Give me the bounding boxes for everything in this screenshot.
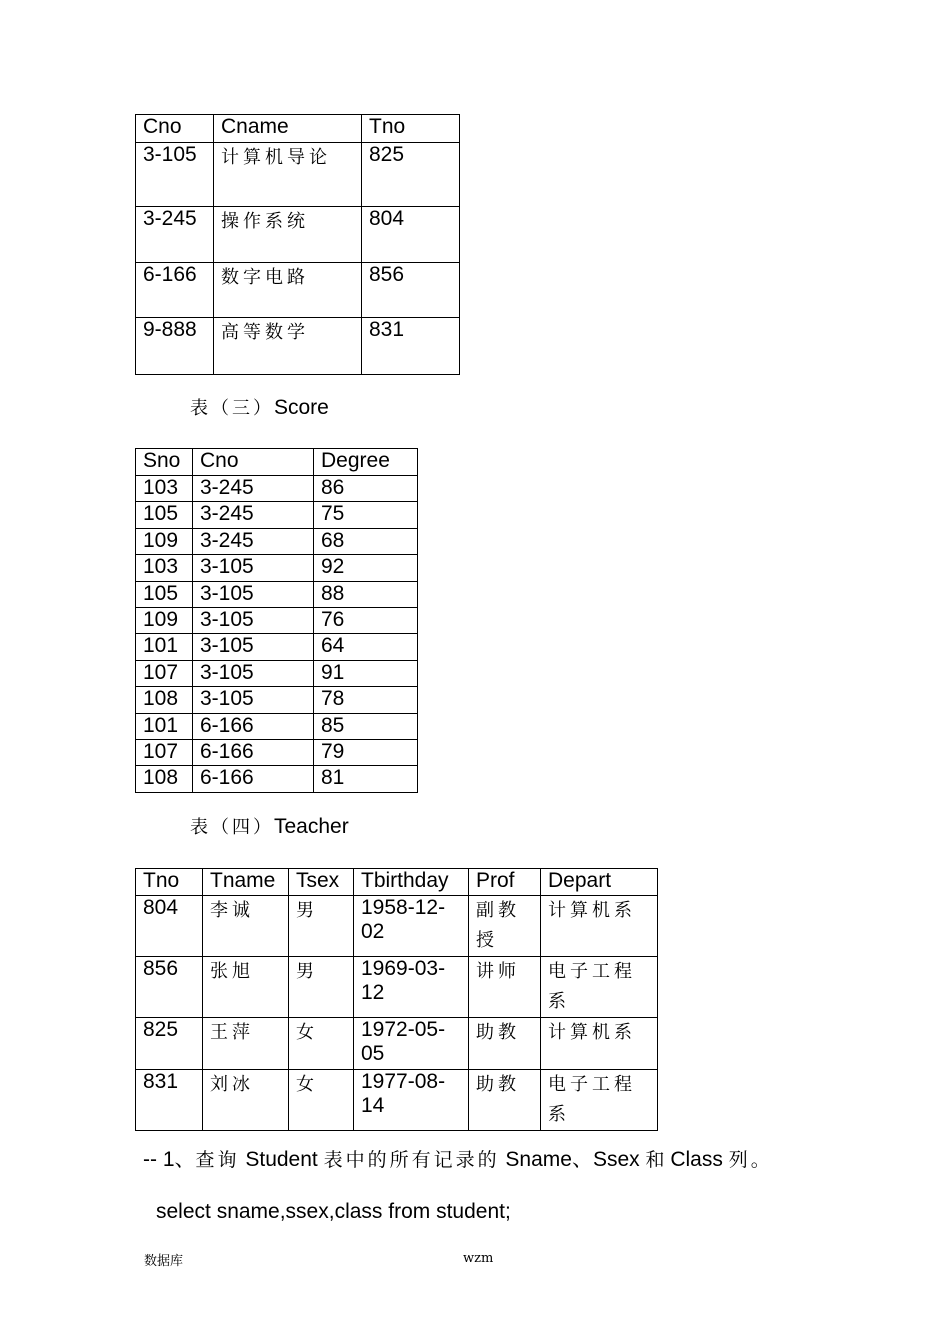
table-row — [136, 766, 418, 792]
table-row — [136, 1070, 658, 1131]
cell-tsex: 女 — [289, 1070, 354, 1131]
header-tsex: Tsex — [289, 869, 354, 896]
cell-degree: 92 — [314, 555, 418, 581]
score-table — [135, 448, 418, 793]
cell-depart: 电子工程系 — [541, 957, 658, 1018]
cell-sno: 108 — [136, 687, 193, 713]
cell-sno: 107 — [136, 660, 193, 686]
cell-tname: 张旭 — [203, 957, 289, 1018]
question-part: 和 — [645, 1149, 665, 1171]
cell-cno: 3-245 — [136, 207, 214, 263]
cell-cno: 6-166 — [193, 739, 314, 765]
cell-tname: 李诚 — [203, 896, 289, 957]
table-row — [136, 957, 658, 1018]
cell-prof: 副教授 — [469, 896, 541, 957]
table-row — [136, 263, 460, 318]
table-row — [136, 528, 418, 554]
table-row — [136, 713, 418, 739]
table-header-row — [136, 449, 418, 476]
question-part: Student — [239, 1148, 324, 1171]
cell-prof: 讲师 — [469, 957, 541, 1018]
cell-cno: 3-105 — [193, 687, 314, 713]
footer-left: 数据库 — [144, 1254, 184, 1269]
header-sno: Sno — [136, 449, 193, 476]
table-row — [136, 555, 418, 581]
cell-sno: 109 — [136, 528, 193, 554]
cell-cname: 高等数学 — [214, 318, 362, 375]
cell-tno: 804 — [136, 896, 203, 957]
table-row — [136, 207, 460, 263]
teacher-caption — [190, 813, 349, 842]
question-part: -- 1、 — [143, 1148, 196, 1171]
cell-degree: 88 — [314, 581, 418, 607]
course-table — [135, 114, 460, 375]
cell-depart: 计算机系 — [541, 1018, 658, 1070]
cell-tname: 刘冰 — [203, 1070, 289, 1131]
table-row — [136, 660, 418, 686]
cell-tno: 831 — [136, 1070, 203, 1131]
cell-tno: 825 — [136, 1018, 203, 1070]
cell-cno: 6-166 — [136, 263, 214, 318]
cell-degree: 75 — [314, 502, 418, 528]
cell-sno: 103 — [136, 476, 193, 502]
question-1 — [143, 1146, 773, 1174]
table-row — [136, 581, 418, 607]
cell-tname: 王萍 — [203, 1018, 289, 1070]
cell-tno: 856 — [362, 263, 460, 318]
header-degree: Degree — [314, 449, 418, 476]
cell-sno: 105 — [136, 581, 193, 607]
table-row — [136, 318, 460, 375]
score-caption-prefix: 表（三） — [190, 398, 274, 419]
header-tbirthday: Tbirthday — [354, 869, 469, 896]
cell-cno: 3-245 — [193, 502, 314, 528]
table-row — [136, 607, 418, 633]
question-part: Sname、Ssex — [499, 1148, 646, 1171]
cell-tbirthday: 1972-05-05 — [354, 1018, 469, 1070]
cell-tno: 831 — [362, 318, 460, 375]
cell-degree: 86 — [314, 476, 418, 502]
cell-depart: 电子工程系 — [541, 1070, 658, 1131]
cell-degree: 91 — [314, 660, 418, 686]
score-caption-name: Score — [274, 396, 329, 419]
cell-cno: 3-245 — [193, 528, 314, 554]
cell-cno: 3-245 — [193, 476, 314, 502]
question-part: 表中的所有记录的 — [323, 1149, 500, 1171]
table-row — [136, 1018, 658, 1070]
cell-cno: 3-105 — [193, 660, 314, 686]
cell-sno: 105 — [136, 502, 193, 528]
cell-degree: 78 — [314, 687, 418, 713]
cell-sno: 103 — [136, 555, 193, 581]
cell-degree: 79 — [314, 739, 418, 765]
cell-tno: 804 — [362, 207, 460, 263]
header-prof: Prof — [469, 869, 541, 896]
cell-tsex: 男 — [289, 957, 354, 1018]
cell-cname: 数字电路 — [214, 263, 362, 318]
cell-sno: 109 — [136, 607, 193, 633]
cell-cno: 3-105 — [193, 581, 314, 607]
cell-degree: 64 — [314, 634, 418, 660]
question-part: Class — [664, 1148, 729, 1171]
table-row — [136, 687, 418, 713]
cell-tbirthday: 1977-08-14 — [354, 1070, 469, 1131]
cell-tsex: 女 — [289, 1018, 354, 1070]
cell-degree: 81 — [314, 766, 418, 792]
cell-sno: 101 — [136, 713, 193, 739]
cell-cno: 3-105 — [193, 555, 314, 581]
cell-degree: 68 — [314, 528, 418, 554]
table-row — [136, 476, 418, 502]
header-tno: Tno — [136, 869, 203, 896]
score-caption — [190, 394, 329, 423]
cell-cno: 3-105 — [136, 143, 214, 207]
cell-degree: 85 — [314, 713, 418, 739]
cell-tno: 856 — [136, 957, 203, 1018]
teacher-table — [135, 868, 658, 1131]
footer-center: wzm — [463, 1251, 494, 1266]
cell-prof: 助教 — [469, 1018, 541, 1070]
cell-cname: 操作系统 — [214, 207, 362, 263]
cell-prof: 助教 — [469, 1070, 541, 1131]
question-part: 列。 — [728, 1149, 773, 1171]
sql-statement: select sname,ssex,class from student; — [156, 1200, 511, 1223]
header-tname: Tname — [203, 869, 289, 896]
table-row — [136, 896, 658, 957]
cell-tbirthday: 1958-12-02 — [354, 896, 469, 957]
teacher-caption-name: Teacher — [274, 815, 349, 838]
cell-depart: 计算机系 — [541, 896, 658, 957]
table-row — [136, 634, 418, 660]
header-cno: Cno — [193, 449, 314, 476]
cell-sno: 108 — [136, 766, 193, 792]
cell-tsex: 男 — [289, 896, 354, 957]
cell-cno: 6-166 — [193, 713, 314, 739]
cell-cno: 6-166 — [193, 766, 314, 792]
cell-cno: 9-888 — [136, 318, 214, 375]
table-row — [136, 739, 418, 765]
cell-degree: 76 — [314, 607, 418, 633]
cell-tno: 825 — [362, 143, 460, 207]
question-part: 查询 — [195, 1149, 240, 1171]
cell-cname: 计算机导论 — [214, 143, 362, 207]
cell-tbirthday: 1969-03-12 — [354, 957, 469, 1018]
header-cno: Cno — [136, 115, 214, 143]
cell-cno: 3-105 — [193, 634, 314, 660]
header-depart: Depart — [541, 869, 658, 896]
table-header-row — [136, 115, 460, 143]
header-cname: Cname — [214, 115, 362, 143]
header-tno: Tno — [362, 115, 460, 143]
teacher-caption-prefix: 表（四） — [190, 817, 274, 838]
cell-cno: 3-105 — [193, 607, 314, 633]
table-row — [136, 502, 418, 528]
cell-sno: 101 — [136, 634, 193, 660]
table-row — [136, 143, 460, 207]
cell-sno: 107 — [136, 739, 193, 765]
table-header-row — [136, 869, 658, 896]
